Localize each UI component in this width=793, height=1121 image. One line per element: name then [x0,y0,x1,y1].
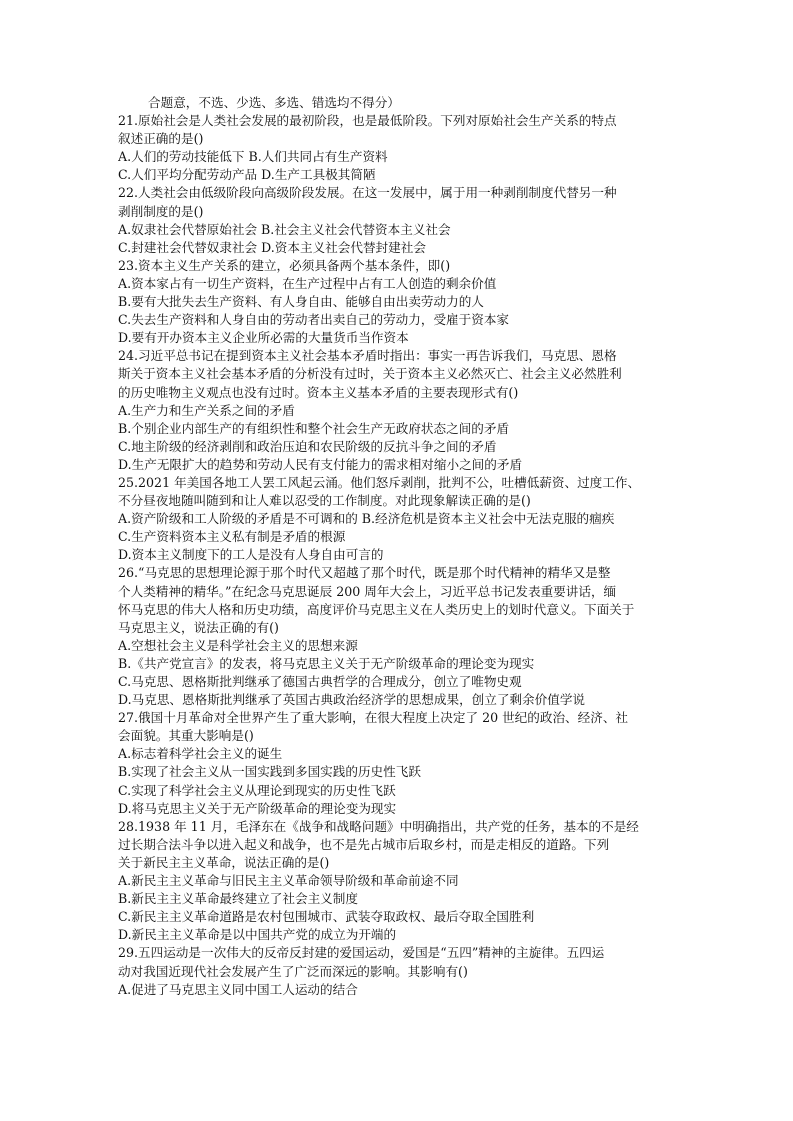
text-line: C.封建社会代替奴隶社会 D.资本主义社会代替封建社会 [118,239,426,255]
text-line: D.资本主义制度下的工人是没有人身自由可言的 [118,547,384,563]
text-line: D.马克思、恩格斯批判继承了英国古典政治经济学的思想成果，创立了剩余价值学说 [118,692,586,708]
text-line: 会面貌。其重大影响是() [118,728,254,744]
text-line: 25.2021 年美国各地工人罢工风起云涌。他们怒斥剥削，批判不公，吐槽低薪资、过度工作、 [118,474,641,490]
text-line: 不分昼夜地随叫随到和让人难以忍受的工作制度。对此现象解读正确的是() [118,493,531,509]
text-line: 过长期合法斗争以进入起义和战争，也不是先占城市后取乡村，而是走相反的道路。下列 [118,836,610,852]
text-line: C.失去生产资料和人身自由的劳动者出卖自己的劳动力，受雇于资本家 [118,312,510,328]
text-line: C.地主阶级的经济剥削和政治压迫和农民阶级的反抗斗争之间的矛盾 [118,438,497,454]
text-line: 的历史唯物主义观点也没有过时。资本主义基本矛盾的主要表现形式有() [118,384,519,400]
text-line: 怀马克思的伟大人格和历史功绩，高度评价马克思主义在人类历史上的划时代意义。下面关于 [118,601,635,617]
text-line: D.新民主主义革命是以中国共产党的成立为开端的 [118,927,397,943]
text-line: B.个别企业内部生产的有组织性和整个社会生产无政府状态之间的矛盾 [118,420,510,436]
text-line: C.人们平均分配劳动产品 D.生产工具极其简陋 [118,167,376,183]
text-line: 29.五四运动是一次伟大的反帝反封建的爱国运动，爱国是“五四”精神的主旋律。五四运 [118,945,605,961]
text-line: 斯关于资本主义社会基本矛盾的分析没有过时，关于资本主义必然灭亡、社会主义必然胜利 [118,366,622,382]
text-line: 27.俄国十月革命对全世界产生了重大影响，在很大程度上决定了 20 世纪的政治、经济、社 [118,710,629,726]
text-line: A.奴隶社会代替原始社会 B.社会主义社会代替资本主义社会 [118,221,451,237]
text-line: A.空想社会主义是科学社会主义的思想来源 [118,637,358,653]
text-line: D.将马克思主义关于无产阶级革命的理论变为现实 [118,800,397,816]
text-line: A.人们的劳动技能低下 B.人们共同占有生产资料 [118,149,388,165]
text-line: A.生产力和生产关系之间的矛盾 [118,402,295,418]
text-line: D.要有开办资本主义企业所必需的大量货币当作资本 [118,330,409,346]
text-line: B.《共产党宣言》的发表，将马克思主义关于无产阶级革命的理论变为现实 [118,655,535,671]
text-line: 马克思主义，说法正确的有() [118,619,279,635]
text-line: C.实现了科学社会主义从理论到现实的历史性飞跃 [118,782,396,798]
text-line: C.马克思、恩格斯批判继承了德国古典哲学的合理成分，创立了唯物史观 [118,674,522,689]
text-line: 21.原始社会是人类社会发展的最初阶段，也是最低阶段。下列对原始社会生产关系的特点 [118,113,617,129]
text-line: 28.1938 年 11 月，毛泽东在《战争和战略问题》中明确指出，共产党的任务，基本的不是经 [118,818,639,834]
document-page [118,94,688,999]
text-line: B.要有大批失去生产资料、有人身自由、能够自由出卖劳动力的人 [118,294,484,310]
text-line: C.新民主主义革命道路是农村包围城市、武装夺取政权、最后夺取全国胜利 [118,909,535,925]
text-line: 剥削制度的是() [118,203,204,219]
text-line: 24.习近平总书记在提到资本主义社会基本矛盾时指出：事实一再告诉我们，马克思、恩格 [118,348,617,364]
text-line: 23.资本主义生产关系的建立，必须具备两个基本条件，即() [118,257,451,273]
text-line: B.实现了社会主义从一国实践到多国实践的历史性飞跃 [118,764,421,780]
text-line: A.促进了马克思主义同中国工人运动的结合 [118,981,358,997]
text-line: 关于新民主主义革命，说法正确的是() [118,854,330,870]
text-line: 22.人类社会由低级阶段向高级阶段发展。在这一发展中，属于用一种剥削制度代替另一种 [118,185,617,201]
text-line: B.新民主主义革命最终建立了社会主义制度 [118,891,358,907]
text-line: A.资本家占有一切生产资料，在生产过程中占有工人创造的剩余价值 [118,275,497,291]
text-line: A.新民主主义革命与旧民主主义革命领导阶级和革命前途不同 [118,873,459,889]
text-line: D.生产无限扩大的趋势和劳动人民有支付能力的需求相对缩小之间的矛盾 [118,456,523,472]
question-lines [118,112,688,999]
text-line: A.标志着科学社会主义的诞生 [118,746,283,762]
text-line: 个人类精神的精华。”在纪念马克思诞辰 200 周年大会上，习近平总书记发表重要讲话，缅 [118,583,617,599]
intro-line: 合题意，不选、少选、多选、错选均不得分） [148,95,400,110]
text-line: A.资产阶级和工人阶级的矛盾是不可调和的 B.经济危机是资本主义社会中无法克服的痼疾 [118,511,615,527]
text-line: 叙述正确的是() [118,131,204,147]
text-line: C.生产资料资本主义私有制是矛盾的根源 [118,529,346,545]
text-line: 动对我国近现代社会发展产生了广泛而深远的影响。其影响有() [118,963,468,979]
text-line: 26.“马克思的思想理论源于那个时代又超越了那个时代，既是那个时代精神的精华又是整 [118,565,611,581]
